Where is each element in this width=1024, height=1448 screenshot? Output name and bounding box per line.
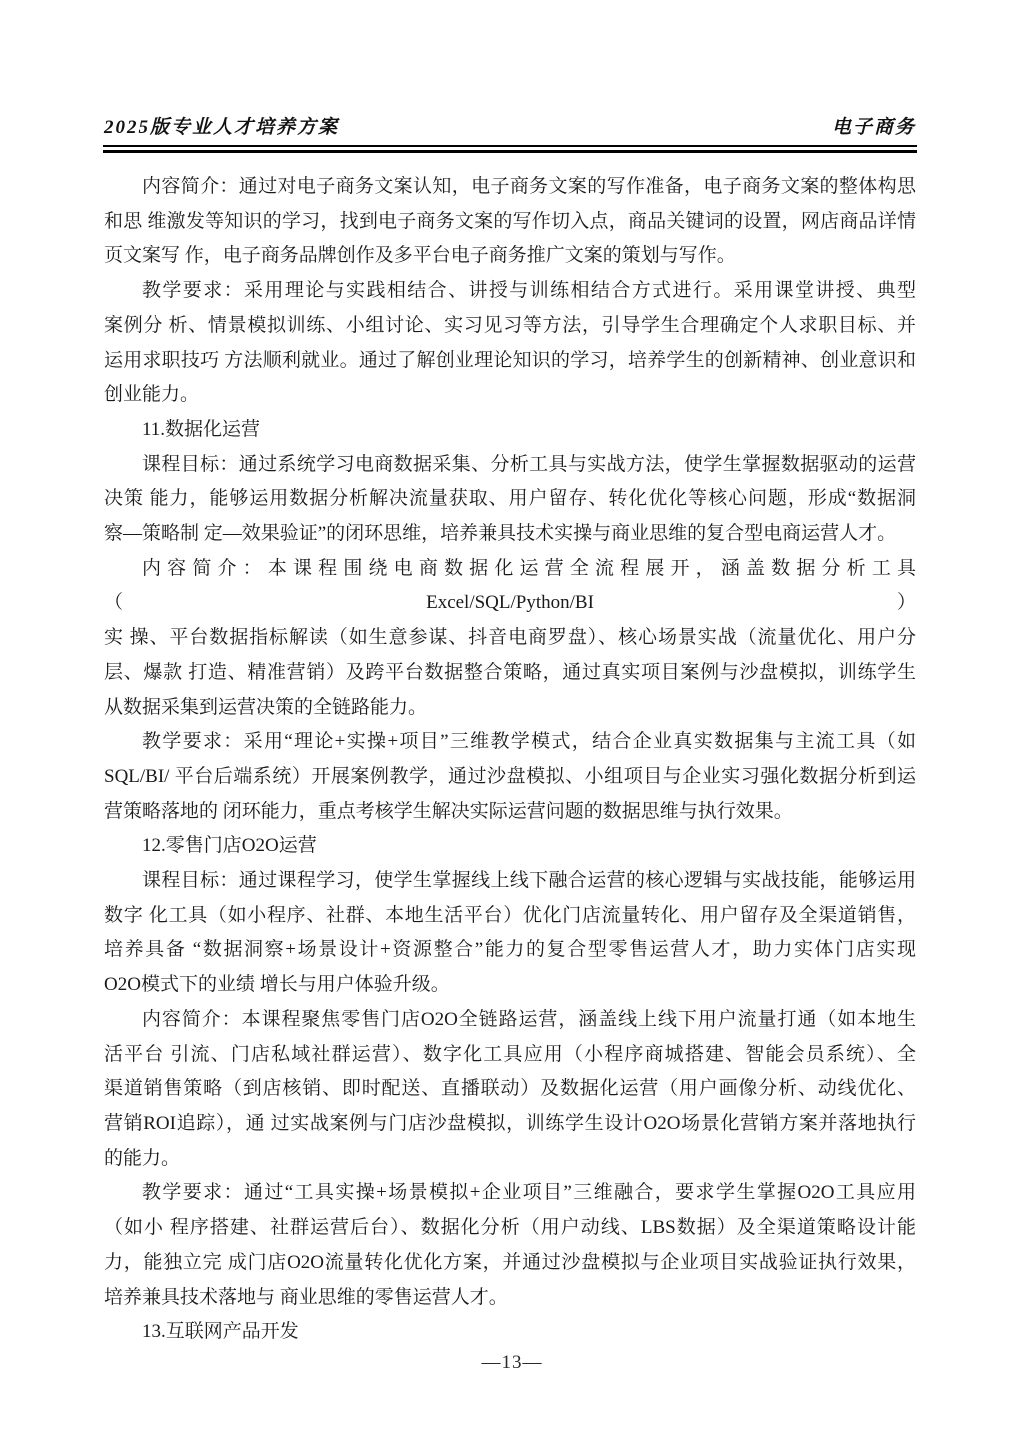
header-right-title: 电子商务 <box>831 117 916 138</box>
text-line: 创业能力。 <box>104 384 200 406</box>
text-line: 营销ROI追踪），通 过实战案例与门店沙盘模拟，训练学生设计O2O场景化营销方案并落地执行 <box>104 1112 916 1134</box>
text-line: 从数据采集到运营决策的全链路能力。 <box>104 696 428 718</box>
text-line: （如小 程序搭建、社群运营后台）、数据化分析（用户动线、LBS数据）及全渠道策略设计能 <box>104 1217 916 1239</box>
text-line: 案例分 析、情景模拟训练、小组讨论、实习见习等方法，引导学生合理确定个人求职目标、并 <box>104 314 916 336</box>
text-line: SQL/BI/ 平台后端系统）开展案例教学，通过沙盘模拟、小组项目与企业实习强化数据分析到运 <box>104 765 916 787</box>
paragraph <box>104 274 916 413</box>
header-left-title: 2025版专业人才培养方案 <box>104 117 340 138</box>
paragraph <box>104 448 916 552</box>
text-line: 13.互联网产品开发 <box>142 1321 299 1343</box>
paragraph <box>104 1176 916 1315</box>
text-line: 培养具备 “数据洞察+场景设计+资源整合”能力的复合型零售运营人才，助力实体门店实现 <box>104 939 916 961</box>
paragraph <box>104 170 916 274</box>
text-line: 和思 维激发等知识的学习，找到电子商务文案的写作切入点，商品关键词的设置，网店商品详情 <box>104 210 916 232</box>
page-number: —13— <box>481 1352 543 1373</box>
header-rule-thick <box>103 150 917 153</box>
text-line: 内容简介：通过对电子商务文案认知，电子商务文案的写作准备，电子商务文案的整体构思 <box>142 176 916 197</box>
text-line: 营策略落地的 闭环能力，重点考核学生解决实际运营问题的数据思维与执行效果。 <box>104 800 793 822</box>
section-heading <box>104 829 916 864</box>
text-line: 课程目标：通过课程学习，使学生掌握线上线下融合运营的核心逻辑与实战技能，能够运用 <box>142 870 916 892</box>
text-line: 12.零售门店O2O运营 <box>142 835 317 857</box>
text-line: 培养兼具技术落地与 商业思维的零售运营人才。 <box>104 1286 508 1308</box>
text-line: 内容简介：本课程聚焦零售门店O2O全链路运营，涵盖线上线下用户流量打通（如本地生 <box>142 1008 916 1030</box>
text-line: 的能力。 <box>104 1147 181 1169</box>
text-line: 力，能独立完 成门店O2O流量转化优化方案，并通过沙盘模拟与企业项目实战验证执行效果， <box>104 1251 916 1273</box>
header-rule-thin <box>103 145 917 147</box>
text-line: O2O模式下的业绩 增长与用户体验升级。 <box>104 974 450 996</box>
text-line: 察—策略制 定—效果验证”的闭环思维，培养兼具技术实操与商业思维的复合型电商运营人才。 <box>104 523 897 545</box>
section-heading <box>104 1315 916 1350</box>
text-line: 课程目标：通过系统学习电商数据采集、分析工具与实战方法，使学生掌握数据驱动的运营 <box>142 453 916 475</box>
text-line: 内容简介：本课程围绕电商数据化运营全流程展开，涵盖数据分析工具（Excel/SQL/Python/BI） <box>104 557 916 614</box>
text-line: 实 操、平台数据指标解读（如生意参谋、抖音电商罗盘）、核心场景实战（流量优化、用户分 <box>104 627 916 649</box>
text-line: 教学要求：采用理论与实践相结合、讲授与训练相结合方式进行。采用课堂讲授、典型 <box>142 280 916 302</box>
page-header <box>104 112 916 139</box>
section-heading <box>104 413 916 448</box>
text-line: 11.数据化运营 <box>142 418 261 440</box>
paragraph <box>104 552 916 726</box>
text-line: 活平台 引流、门店私域社群运营）、数字化工具应用（小程序商城搭建、智能会员系统）、全 <box>104 1043 916 1065</box>
paragraph <box>104 864 916 1003</box>
document-body <box>104 170 916 1350</box>
text-line: 渠道销售策略（到店核销、即时配送、直播联动）及数据化运营（用户画像分析、动线优化、 <box>104 1078 916 1100</box>
text-line: 教学要求：通过“工具实操+场景模拟+企业项目”三维融合，要求学生掌握O2O工具应用 <box>142 1182 916 1204</box>
text-line: 数字 化工具（如小程序、社群、本地生活平台）优化门店流量转化、用户留存及全渠道销售， <box>104 904 916 926</box>
text-line: 层、爆款 打造、精准营销）及跨平台数据整合策略，通过真实项目案例与沙盘模拟，训练学生 <box>104 661 916 683</box>
text-line: 运用求职技巧 方法顺利就业。通过了解创业理论知识的学习，培养学生的创新精神、创业意识和 <box>104 349 916 371</box>
text-line: 页文案写 作，电子商务品牌创作及多平台电子商务推广文案的策划与写作。 <box>104 245 736 267</box>
paragraph <box>104 725 916 829</box>
paragraph <box>104 1003 916 1177</box>
text-line: 决策 能力，能够运用数据分析解决流量获取、用户留存、转化优化等核心问题，形成“数据洞 <box>104 488 916 510</box>
page-footer <box>0 1352 1024 1374</box>
text-line: 教学要求：采用“理论+实操+项目”三维教学模式，结合企业真实数据集与主流工具（如 <box>142 731 916 753</box>
